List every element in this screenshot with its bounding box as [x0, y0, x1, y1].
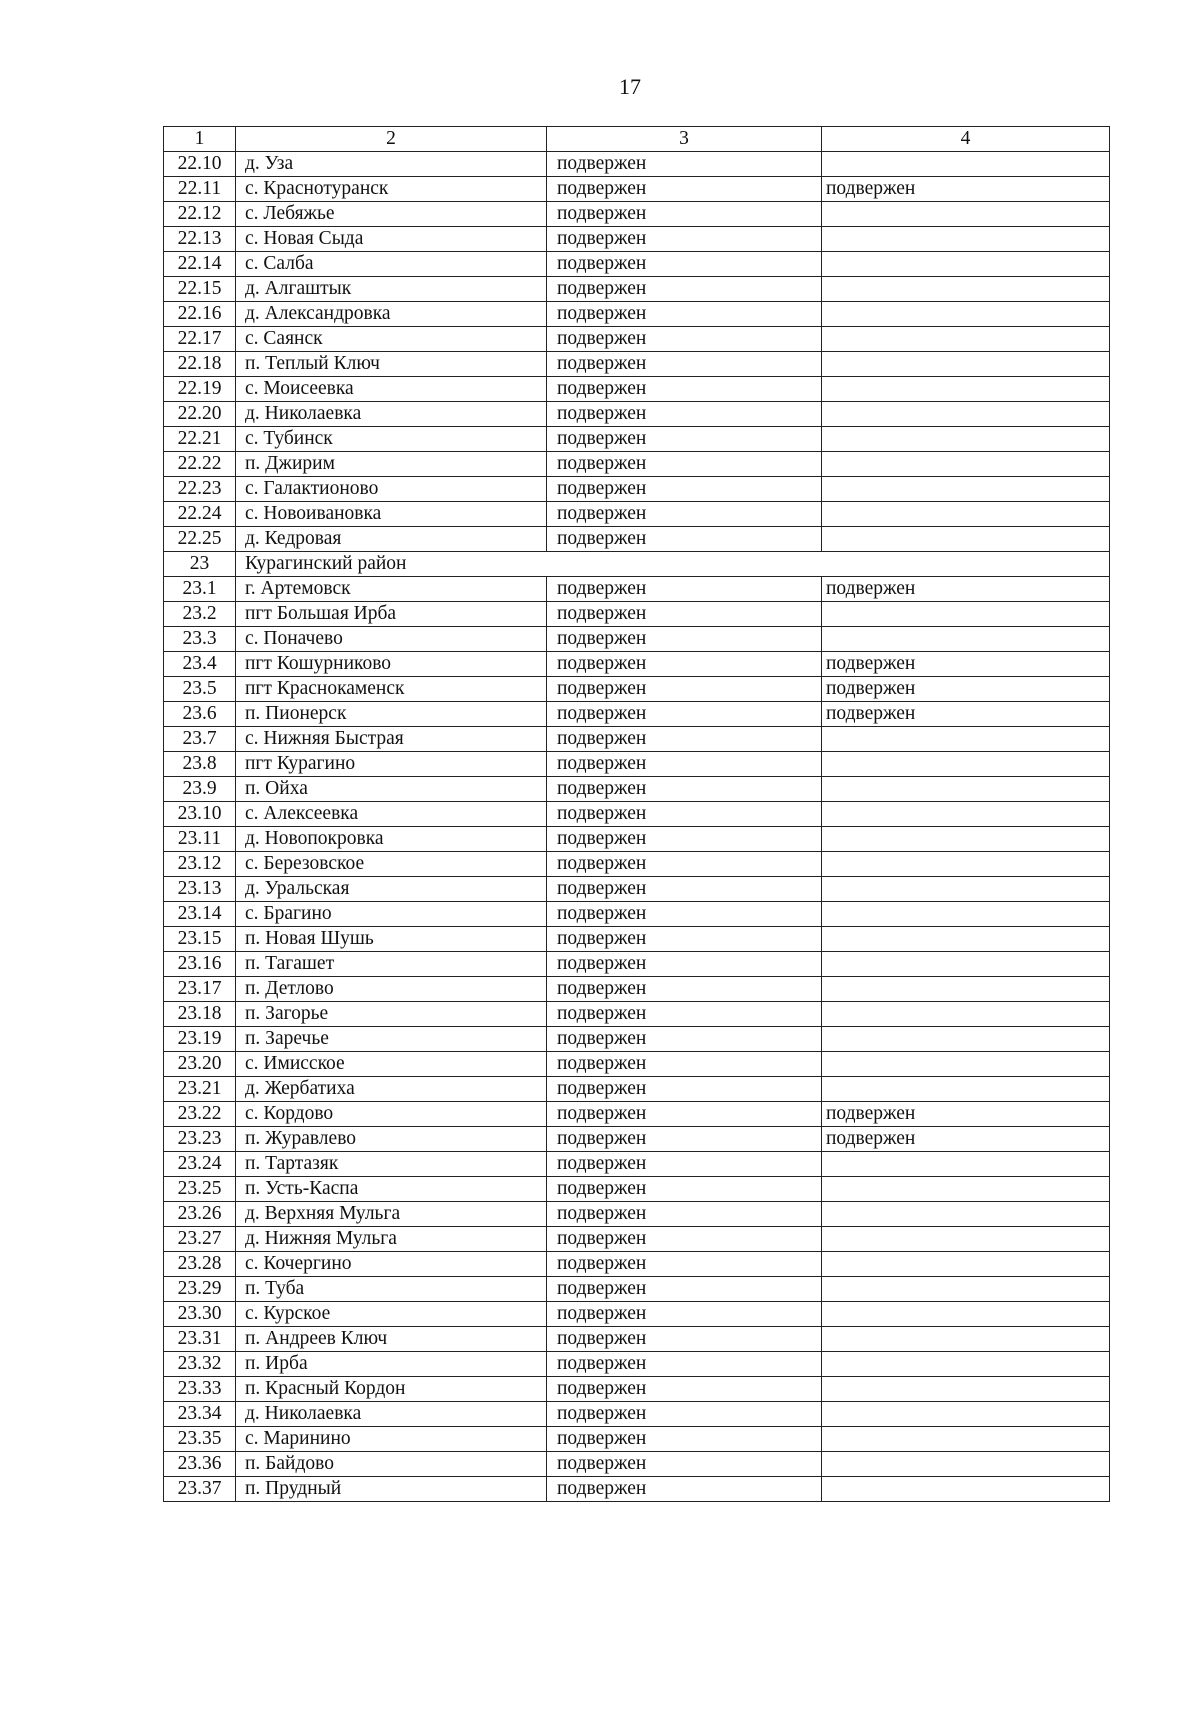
col3-value: подвержен [547, 1027, 822, 1052]
table-row [164, 452, 1110, 477]
table-row [164, 1127, 1110, 1152]
settlement-name: п. Загорье [236, 1002, 547, 1027]
settlement-name: с. Новоивановка [236, 502, 547, 527]
settlement-name: д. Николаевка [236, 402, 547, 427]
section-title: Курагинский район [236, 552, 1110, 577]
col3-value: подвержен [547, 927, 822, 952]
col3-value: подвержен [547, 1227, 822, 1252]
settlement-name: пгт Курагино [236, 752, 547, 777]
header-col-2: 2 [236, 127, 547, 152]
table-row [164, 1302, 1110, 1327]
col4-value [822, 977, 1110, 1002]
settlement-name: с. Имисское [236, 1052, 547, 1077]
row-number: 23.22 [164, 1102, 236, 1127]
col3-value: подвержен [547, 1252, 822, 1277]
col4-value [822, 927, 1110, 952]
col3-value: подвержен [547, 327, 822, 352]
col3-value: подвержен [547, 377, 822, 402]
row-number: 22.22 [164, 452, 236, 477]
col4-value [822, 1427, 1110, 1452]
col3-value: подвержен [547, 1452, 822, 1477]
col4-value [822, 877, 1110, 902]
col3-value: подвержен [547, 1202, 822, 1227]
col4-value: подвержен [822, 652, 1110, 677]
table-row [164, 1277, 1110, 1302]
table-row [164, 1327, 1110, 1352]
col4-value [822, 327, 1110, 352]
settlement-name: п. Теплый Ключ [236, 352, 547, 377]
row-number: 23.29 [164, 1277, 236, 1302]
settlement-name: п. Тартазяк [236, 1152, 547, 1177]
settlement-name: д. Уральская [236, 877, 547, 902]
settlement-name: с. Березовское [236, 852, 547, 877]
row-number: 23.7 [164, 727, 236, 752]
row-number: 23.14 [164, 902, 236, 927]
table-row [164, 1177, 1110, 1202]
settlement-name: п. Тагашет [236, 952, 547, 977]
col3-value: подвержен [547, 752, 822, 777]
row-number: 23.6 [164, 702, 236, 727]
table-row [164, 1002, 1110, 1027]
table-row [164, 1477, 1110, 1502]
table-body [164, 152, 1110, 1502]
col3-value: подвержен [547, 652, 822, 677]
table-row [164, 1227, 1110, 1252]
col4-value: подвержен [822, 177, 1110, 202]
table-row [164, 477, 1110, 502]
col4-value [822, 202, 1110, 227]
row-number: 22.11 [164, 177, 236, 202]
table-row [164, 727, 1110, 752]
row-number: 23.15 [164, 927, 236, 952]
table-row [164, 627, 1110, 652]
row-number: 23.10 [164, 802, 236, 827]
row-number: 23.33 [164, 1377, 236, 1402]
settlement-name: п. Андреев Ключ [236, 1327, 547, 1352]
settlement-name: п. Усть-Каспа [236, 1177, 547, 1202]
settlement-name: с. Курское [236, 1302, 547, 1327]
settlement-name: п. Красный Кордон [236, 1377, 547, 1402]
table-row [164, 1452, 1110, 1477]
row-number: 22.15 [164, 277, 236, 302]
table-row [164, 877, 1110, 902]
settlement-name: с. Алексеевка [236, 802, 547, 827]
col3-value: подвержен [547, 227, 822, 252]
table-row [164, 602, 1110, 627]
row-number: 22.17 [164, 327, 236, 352]
settlement-name: п. Пионерск [236, 702, 547, 727]
table-row [164, 1252, 1110, 1277]
col4-value [822, 227, 1110, 252]
settlement-name: с. Саянск [236, 327, 547, 352]
col4-value [822, 1402, 1110, 1427]
col3-value: подвержен [547, 1102, 822, 1127]
settlement-name: д. Верхняя Мульга [236, 1202, 547, 1227]
row-number: 23.18 [164, 1002, 236, 1027]
settlement-name: д. Новопокровка [236, 827, 547, 852]
col3-value: подвержен [547, 502, 822, 527]
settlement-name: п. Ойха [236, 777, 547, 802]
header-col-1: 1 [164, 127, 236, 152]
col3-value: подвержен [547, 577, 822, 602]
col4-value: подвержен [822, 677, 1110, 702]
row-number: 23.37 [164, 1477, 236, 1502]
settlement-name: д. Уза [236, 152, 547, 177]
settlement-name: пгт Краснокаменск [236, 677, 547, 702]
col4-value [822, 152, 1110, 177]
col4-value [822, 1302, 1110, 1327]
row-number: 23.34 [164, 1402, 236, 1427]
settlement-name: г. Артемовск [236, 577, 547, 602]
table-row [164, 852, 1110, 877]
col3-value: подвержен [547, 277, 822, 302]
col4-value [822, 1227, 1110, 1252]
settlement-name: с. Новая Сыда [236, 227, 547, 252]
table-row [164, 1102, 1110, 1127]
row-number: 22.19 [164, 377, 236, 402]
settlements-table [163, 126, 1110, 1502]
col4-value [822, 377, 1110, 402]
table-row [164, 1427, 1110, 1452]
col4-value [822, 1252, 1110, 1277]
table-row [164, 802, 1110, 827]
col4-value [822, 502, 1110, 527]
row-number: 23.27 [164, 1227, 236, 1252]
settlement-name: пгт Кошурниково [236, 652, 547, 677]
table-row [164, 1077, 1110, 1102]
row-number: 23.19 [164, 1027, 236, 1052]
row-number: 23.36 [164, 1452, 236, 1477]
header-col-3: 3 [547, 127, 822, 152]
col3-value: подвержен [547, 1327, 822, 1352]
table-row [164, 1377, 1110, 1402]
settlement-name: д. Нижняя Мульга [236, 1227, 547, 1252]
col3-value: подвержен [547, 1402, 822, 1427]
col4-value [822, 252, 1110, 277]
row-number: 23.30 [164, 1302, 236, 1327]
row-number: 22.13 [164, 227, 236, 252]
col4-value [822, 527, 1110, 552]
col3-value: подвержен [547, 677, 822, 702]
col4-value [822, 602, 1110, 627]
table-row [164, 427, 1110, 452]
col3-value: подвержен [547, 252, 822, 277]
col4-value [822, 752, 1110, 777]
table-row [164, 377, 1110, 402]
table-row [164, 827, 1110, 852]
settlement-name: п. Байдово [236, 1452, 547, 1477]
col4-value [822, 1177, 1110, 1202]
settlement-name: п. Журавлево [236, 1127, 547, 1152]
settlement-name: с. Кочергино [236, 1252, 547, 1277]
row-number: 22.25 [164, 527, 236, 552]
table-row [164, 277, 1110, 302]
col4-value [822, 1002, 1110, 1027]
col3-value: подвержен [547, 1002, 822, 1027]
row-number: 22.16 [164, 302, 236, 327]
table-row [164, 252, 1110, 277]
table-row [164, 352, 1110, 377]
col3-value: подвержен [547, 452, 822, 477]
table-row [164, 152, 1110, 177]
settlement-name: д. Алгаштык [236, 277, 547, 302]
col4-value [822, 627, 1110, 652]
col3-value: подвержен [547, 1377, 822, 1402]
col3-value: подвержен [547, 402, 822, 427]
col4-value [822, 1352, 1110, 1377]
header-col-4: 4 [822, 127, 1110, 152]
table-row [164, 1152, 1110, 1177]
col4-value [822, 802, 1110, 827]
col4-value [822, 777, 1110, 802]
settlement-name: с. Лебяжье [236, 202, 547, 227]
col4-value: подвержен [822, 577, 1110, 602]
row-number: 23.4 [164, 652, 236, 677]
settlement-name: с. Салба [236, 252, 547, 277]
row-number: 23.25 [164, 1177, 236, 1202]
col3-value: подвержен [547, 1302, 822, 1327]
col3-value: подвержен [547, 1352, 822, 1377]
col4-value [822, 302, 1110, 327]
col3-value: подвержен [547, 727, 822, 752]
col3-value: подвержен [547, 477, 822, 502]
col3-value: подвержен [547, 302, 822, 327]
col4-value [822, 1027, 1110, 1052]
row-number: 22.21 [164, 427, 236, 452]
settlement-name: п. Новая Шушь [236, 927, 547, 952]
row-number: 22.12 [164, 202, 236, 227]
row-number: 22.23 [164, 477, 236, 502]
col4-value [822, 852, 1110, 877]
col4-value [822, 1477, 1110, 1502]
settlement-name: с. Нижняя Быстрая [236, 727, 547, 752]
col4-value [822, 277, 1110, 302]
col3-value: подвержен [547, 902, 822, 927]
table-row [164, 1352, 1110, 1377]
settlement-name: с. Поначево [236, 627, 547, 652]
table-row [164, 752, 1110, 777]
table-row [164, 1052, 1110, 1077]
col3-value: подвержен [547, 977, 822, 1002]
col3-value: подвержен [547, 602, 822, 627]
row-number: 23.17 [164, 977, 236, 1002]
col3-value: подвержен [547, 627, 822, 652]
row-number: 23.32 [164, 1352, 236, 1377]
table-row [164, 527, 1110, 552]
table-row [164, 1202, 1110, 1227]
col4-value [822, 427, 1110, 452]
row-number: 22.14 [164, 252, 236, 277]
col3-value: подвержен [547, 1152, 822, 1177]
row-number: 23.12 [164, 852, 236, 877]
col4-value [822, 452, 1110, 477]
col3-value: подвержен [547, 427, 822, 452]
table-row [164, 302, 1110, 327]
settlement-name: с. Кордово [236, 1102, 547, 1127]
col4-value [822, 902, 1110, 927]
table-row [164, 202, 1110, 227]
col3-value: подвержен [547, 877, 822, 902]
row-number: 23.28 [164, 1252, 236, 1277]
col3-value: подвержен [547, 1427, 822, 1452]
col4-value: подвержен [822, 702, 1110, 727]
row-number: 23.24 [164, 1152, 236, 1177]
settlement-name: д. Александровка [236, 302, 547, 327]
header-row [164, 127, 1110, 152]
col4-value [822, 827, 1110, 852]
row-number: 23.26 [164, 1202, 236, 1227]
col4-value [822, 1277, 1110, 1302]
col3-value: подвержен [547, 1477, 822, 1502]
row-number: 22.24 [164, 502, 236, 527]
table-row [164, 777, 1110, 802]
table-row [164, 327, 1110, 352]
page-number: 17 [619, 74, 641, 99]
settlement-name: с. Маринино [236, 1427, 547, 1452]
table-row [164, 227, 1110, 252]
col4-value: подвержен [822, 1127, 1110, 1152]
row-number: 23.16 [164, 952, 236, 977]
row-number: 23.1 [164, 577, 236, 602]
col4-value [822, 1077, 1110, 1102]
col4-value [822, 727, 1110, 752]
col4-value [822, 1152, 1110, 1177]
settlement-name: д. Николаевка [236, 1402, 547, 1427]
table-row [164, 577, 1110, 602]
row-number: 22.18 [164, 352, 236, 377]
row-number: 23 [164, 552, 236, 577]
col3-value: подвержен [547, 177, 822, 202]
col3-value: подвержен [547, 1052, 822, 1077]
table-row [164, 502, 1110, 527]
row-number: 23.35 [164, 1427, 236, 1452]
col3-value: подвержен [547, 777, 822, 802]
col3-value: подвержен [547, 1127, 822, 1152]
settlement-name: п. Заречье [236, 1027, 547, 1052]
settlement-name: с. Галактионово [236, 477, 547, 502]
table-row [164, 952, 1110, 977]
table-row [164, 652, 1110, 677]
table-row [164, 1402, 1110, 1427]
col3-value: подвержен [547, 952, 822, 977]
row-number: 23.20 [164, 1052, 236, 1077]
settlement-name: д. Кедровая [236, 527, 547, 552]
settlement-name: д. Жербатиха [236, 1077, 547, 1102]
row-number: 23.11 [164, 827, 236, 852]
settlement-name: п. Ирба [236, 1352, 547, 1377]
col3-value: подвержен [547, 1077, 822, 1102]
row-number: 23.31 [164, 1327, 236, 1352]
col4-value [822, 477, 1110, 502]
col4-value [822, 1327, 1110, 1352]
col3-value: подвержен [547, 527, 822, 552]
row-number: 23.23 [164, 1127, 236, 1152]
col4-value [822, 1452, 1110, 1477]
table-row [164, 402, 1110, 427]
row-number: 22.20 [164, 402, 236, 427]
col3-value: подвержен [547, 827, 822, 852]
col3-value: подвержен [547, 352, 822, 377]
col3-value: подвержен [547, 202, 822, 227]
row-number: 22.10 [164, 152, 236, 177]
table-header [164, 127, 1110, 152]
col3-value: подвержен [547, 852, 822, 877]
settlement-name: с. Тубинск [236, 427, 547, 452]
col4-value [822, 1202, 1110, 1227]
row-number: 23.5 [164, 677, 236, 702]
col3-value: подвержен [547, 702, 822, 727]
col4-value [822, 402, 1110, 427]
table-row [164, 902, 1110, 927]
row-number: 23.2 [164, 602, 236, 627]
col3-value: подвержен [547, 1277, 822, 1302]
table-row [164, 677, 1110, 702]
row-number: 23.8 [164, 752, 236, 777]
settlement-name: с. Брагино [236, 902, 547, 927]
col4-value [822, 352, 1110, 377]
table-row [164, 977, 1110, 1002]
row-number: 23.3 [164, 627, 236, 652]
settlement-name: с. Моисеевка [236, 377, 547, 402]
settlement-name: п. Туба [236, 1277, 547, 1302]
section-row [164, 552, 1110, 577]
table-row [164, 702, 1110, 727]
col4-value [822, 952, 1110, 977]
settlement-name: п. Прудный [236, 1477, 547, 1502]
settlement-name: с. Краснотуранск [236, 177, 547, 202]
table-row [164, 177, 1110, 202]
table-row [164, 927, 1110, 952]
row-number: 23.21 [164, 1077, 236, 1102]
table-row [164, 1027, 1110, 1052]
settlement-name: пгт Большая Ирба [236, 602, 547, 627]
col3-value: подвержен [547, 152, 822, 177]
col3-value: подвержен [547, 802, 822, 827]
settlement-name: п. Детлово [236, 977, 547, 1002]
col4-value [822, 1377, 1110, 1402]
col4-value [822, 1052, 1110, 1077]
row-number: 23.13 [164, 877, 236, 902]
col3-value: подвержен [547, 1177, 822, 1202]
col4-value: подвержен [822, 1102, 1110, 1127]
row-number: 23.9 [164, 777, 236, 802]
settlement-name: п. Джирим [236, 452, 547, 477]
